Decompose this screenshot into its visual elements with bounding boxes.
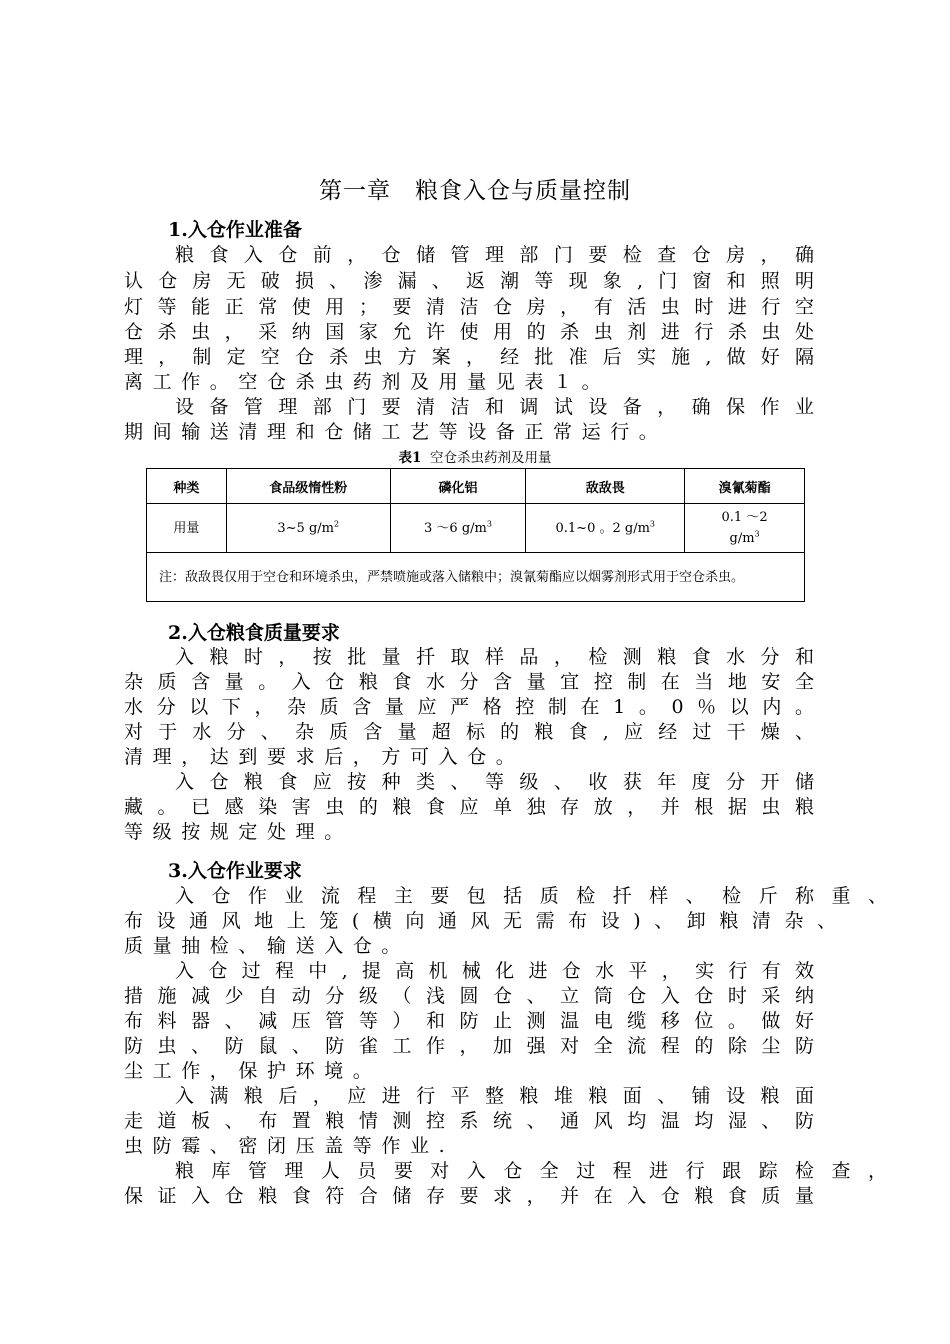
- table-row: [147, 504, 805, 553]
- table-note: 注：敌敌畏仅用于空仓和环境杀虫，严禁喷施或落入储粮中；溴氰菊酯应以烟雾剂形式用于空仓杀虫。: [147, 553, 805, 602]
- cell-value: 3 ～6 g/m: [424, 520, 487, 536]
- paragraph-line: 灯等能正常使用；要清洁仓房，有活虫时进行空: [124, 296, 814, 318]
- paragraph-line: 水分以下，杂质含量应严格控制在1。0％以内。: [124, 696, 814, 718]
- paragraph-line: 粮食入仓前，仓储管理部门要检查仓房，确: [175, 244, 814, 266]
- cell-value: 3~5 g/m: [277, 520, 334, 536]
- paragraph-line: 入粮时，按批量扦取样品，检测粮食水分和: [175, 646, 814, 668]
- paragraph-line: 期间输送清理和仓储工艺等设备正常运行。: [124, 421, 668, 443]
- paragraph-line: 措施减少自动分级（浅圆仓、立筒仓入仓时采纳: [124, 985, 814, 1007]
- paragraph-line: 布料器、减压管等）和防止测温电缆移位。做好: [124, 1010, 814, 1032]
- paragraph-line: 虫防霉、密闭压盖等作业.: [124, 1135, 455, 1157]
- section-heading: 3.入仓作业要求: [168, 860, 302, 882]
- paragraph-line: 清理，达到要求后，方可入仓。: [124, 746, 525, 768]
- table-header-cell: 磷化铝: [390, 469, 526, 504]
- table-caption: [0, 446, 950, 466]
- table-note-row: [147, 553, 805, 602]
- cell-value: g/m: [729, 531, 755, 546]
- table-cell: [526, 504, 685, 553]
- section-heading: 2.入仓粮食质量要求: [168, 622, 340, 644]
- paragraph-line: 认仓房无破损、渗漏、返潮等现象,门窗和照明: [124, 270, 814, 292]
- table-header-row: [147, 469, 805, 504]
- paragraph-line: 理，制定空仓杀虫方案，经批准后实施,做好隔: [124, 346, 814, 368]
- table-header-cell: 食品级惰性粉: [226, 469, 390, 504]
- row-label-cell: 用量: [147, 504, 227, 553]
- paragraph-line: 走道板、布置粮情测控系统、通风均温均湿、防: [124, 1110, 814, 1132]
- paragraph-line: 布设通风地上笼(横向通风无需布设)、卸粮清杂、: [124, 910, 836, 932]
- cell-value: 0.1 ～2: [721, 510, 768, 525]
- table-header-cell: 敌敌畏: [526, 469, 685, 504]
- cell-superscript: 3: [754, 529, 760, 539]
- paragraph-line: 设备管理部门要清洁和调试设备，确保作业: [175, 396, 814, 418]
- table-cell: [685, 504, 805, 553]
- table-header-cell: 种类: [147, 469, 227, 504]
- paragraph-line: 防虫、防鼠、防雀工作，加强对全流程的除尘防: [124, 1035, 814, 1057]
- cell-superscript: 3: [486, 519, 492, 529]
- paragraph-line: 杂质含量。入仓粮食水分含量宜控制在当地安全: [124, 671, 814, 693]
- paragraph-line: 入仓粮食应按种类、等级、收获年度分开储: [175, 771, 814, 793]
- section-heading: 1.入仓作业准备: [168, 219, 302, 241]
- paragraph-line: 离工作。空仓杀虫药剂及用量见表１。: [124, 371, 611, 393]
- table-caption-text: 空仓杀虫药剂及用量: [430, 450, 552, 466]
- paragraph-line: 入仓作业流程主要包括质检扦样、检斤称重、: [175, 885, 887, 907]
- paragraph-line: 仓杀虫，采纳国家允许使用的杀虫剂进行杀虫处: [124, 321, 814, 343]
- paragraph-line: 质量抽检、输送入仓。: [124, 935, 411, 957]
- cell-value: 0.1~0 。2 g/m: [555, 520, 650, 536]
- paragraph-line: 入满粮后，应进行平整粮堆粮面、铺设粮面: [175, 1085, 814, 1107]
- paragraph-line: 尘工作，保护环境。: [124, 1060, 382, 1082]
- paragraph-line: 入仓过程中,提高机械化进仓水平，实行有效: [175, 960, 814, 982]
- chapter-title: 第一章 粮食入仓与质量控制: [319, 178, 631, 204]
- table-cell: [390, 504, 526, 553]
- table-caption-label: 表1: [398, 450, 422, 466]
- cell-superscript: 3: [649, 519, 655, 529]
- cell-superscript: 2: [333, 519, 340, 529]
- paragraph-line: 保证入仓粮食符合储存要求，并在入仓粮食质量: [124, 1185, 814, 1207]
- paragraph-line: 等级按规定处理。: [124, 821, 353, 843]
- paragraph-line: 藏。已感染害虫的粮食应单独存放，并根据虫粮: [124, 796, 814, 818]
- paragraph-line: 粮库管理人员要对入仓全过程进行跟踪检查，: [175, 1160, 887, 1182]
- table-header-cell: 溴氰菊酯: [685, 469, 805, 504]
- table-cell: [226, 504, 390, 553]
- pesticide-table: [146, 468, 805, 602]
- paragraph-line: 对于水分、杂质含量超标的粮食,应经过干燥、: [124, 721, 814, 743]
